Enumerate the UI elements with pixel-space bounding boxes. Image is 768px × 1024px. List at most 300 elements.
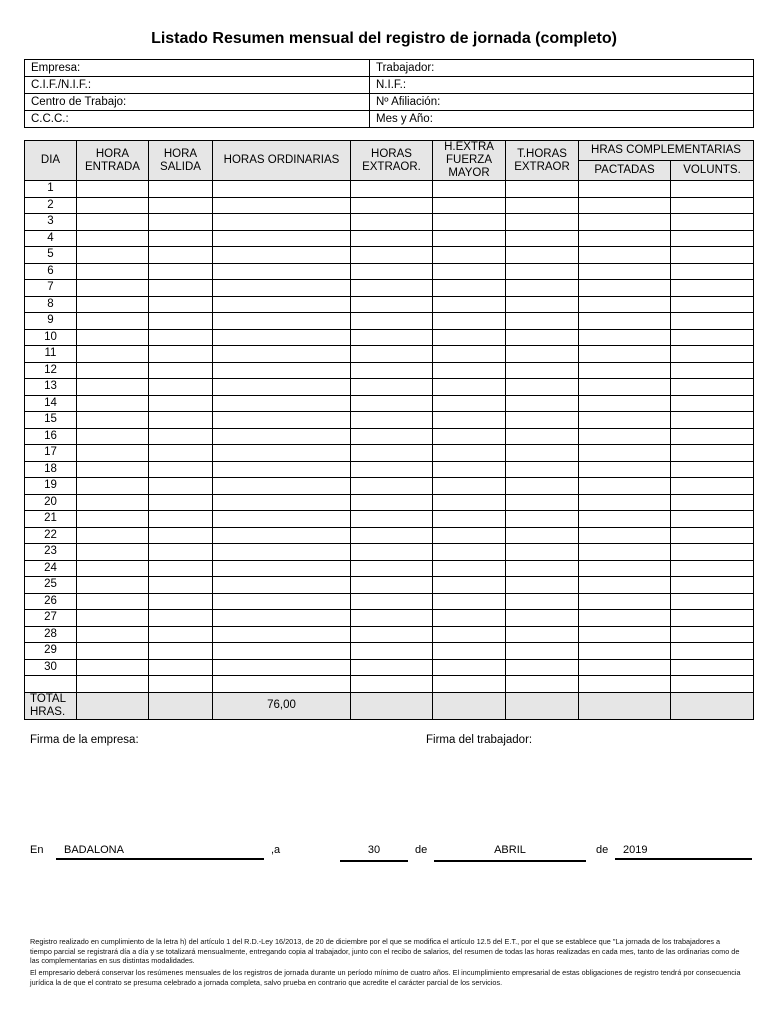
day-number: 15 (25, 412, 77, 429)
city-field: BADALONA (56, 844, 264, 860)
day-cell (433, 544, 506, 561)
day-cell (77, 197, 149, 214)
day-cell (579, 181, 671, 198)
info-label-left: C.I.F./N.I.F.: (25, 77, 370, 94)
day-cell (579, 329, 671, 346)
day-number: 10 (25, 329, 77, 346)
day-row (25, 593, 754, 610)
day-cell (351, 263, 433, 280)
day-cell (351, 395, 433, 412)
day-cell (213, 461, 351, 478)
day-cell (149, 478, 213, 495)
day-number: 5 (25, 247, 77, 264)
day-cell (351, 544, 433, 561)
year-field: 2019 (615, 844, 752, 860)
header-hras-complementarias: HRAS COMPLEMENTARIAS (579, 141, 754, 161)
day-cell (579, 263, 671, 280)
day-cell (77, 412, 149, 429)
day-cell (149, 659, 213, 676)
day-cell (579, 610, 671, 627)
legal-note-1: Registro realizado en cumplimiento de la letra h) del artículo 1 del R.D.-Ley 16/2013, de 20 de diciembre por el que se modifica el artículo 12.5 del E.T., por el que se establece que "La jornada de los trabajadores a tiempo parcial se registrará día a día y se totalizará mensualmente, entregando copia al trabajador, junto con el recibo de salarios, del resumen de todas las horas realizadas en cada mes, tanto de las ordinarias como de las complementarias en sus distintas modalidades. (30, 937, 740, 966)
day-cell (433, 181, 506, 198)
day-cell (77, 461, 149, 478)
header-h-extra-fuerza-mayor: H.EXTRA FUERZA MAYOR (433, 141, 506, 181)
de-label-1: de (415, 844, 428, 856)
day-cell (149, 395, 213, 412)
day-cell (149, 412, 213, 429)
day-row (25, 362, 754, 379)
day-number: 26 (25, 593, 77, 610)
day-number: 14 (25, 395, 77, 412)
info-label-left: C.C.C.: (25, 111, 370, 128)
day-cell (433, 659, 506, 676)
day-cell (77, 362, 149, 379)
day-cell (351, 230, 433, 247)
day-cell (213, 610, 351, 627)
day-cell (506, 379, 579, 396)
day-cell (671, 544, 754, 561)
day-cell (506, 181, 579, 198)
day-cell (433, 197, 506, 214)
timesheet-table (24, 140, 754, 720)
day-cell (213, 395, 351, 412)
day-cell (671, 560, 754, 577)
day-row (25, 511, 754, 528)
day-cell (433, 412, 506, 429)
day-cell (506, 329, 579, 346)
day-cell (351, 461, 433, 478)
info-row (25, 94, 754, 111)
day-cell (579, 659, 671, 676)
day-number: 23 (25, 544, 77, 561)
day-cell (149, 626, 213, 643)
day-cell (433, 296, 506, 313)
day-cell (671, 412, 754, 429)
day-cell (579, 280, 671, 297)
day-cell (671, 511, 754, 528)
info-row (25, 111, 754, 128)
day-cell (506, 296, 579, 313)
month-field: ABRIL (434, 844, 586, 862)
day-cell (351, 181, 433, 198)
day-cell (213, 544, 351, 561)
day-row (25, 280, 754, 297)
day-cell (149, 428, 213, 445)
day-cell (506, 346, 579, 363)
day-row (25, 346, 754, 363)
day-cell (506, 263, 579, 280)
day-number: 2 (25, 197, 77, 214)
day-cell (351, 214, 433, 231)
day-cell (433, 643, 506, 660)
day-cell (77, 263, 149, 280)
day-cell (149, 461, 213, 478)
day-cell (433, 362, 506, 379)
day-cell (77, 346, 149, 363)
total-horas-ordinarias: 76,00 (213, 692, 351, 719)
day-cell (506, 230, 579, 247)
day-cell (671, 362, 754, 379)
day-cell (149, 197, 213, 214)
day-cell (213, 313, 351, 330)
day-cell (671, 346, 754, 363)
day-cell (351, 494, 433, 511)
day-cell (506, 428, 579, 445)
header-horas-ordinarias: HORAS ORDINARIAS (213, 141, 351, 181)
day-cell (579, 511, 671, 528)
day-cell (579, 560, 671, 577)
day-cell (351, 626, 433, 643)
day-cell (506, 593, 579, 610)
day-cell (579, 626, 671, 643)
day-number: 30 (25, 659, 77, 676)
day-cell (671, 329, 754, 346)
day-cell (671, 461, 754, 478)
day-cell (579, 362, 671, 379)
day-cell (506, 445, 579, 462)
day-cell (579, 643, 671, 660)
day-cell (579, 676, 671, 693)
day-cell (77, 313, 149, 330)
day-cell (351, 379, 433, 396)
day-cell (213, 643, 351, 660)
day-cell (213, 593, 351, 610)
day-cell (433, 527, 506, 544)
info-row (25, 60, 754, 77)
day-cell (149, 313, 213, 330)
day-number: 25 (25, 577, 77, 594)
day-number: 22 (25, 527, 77, 544)
day-cell (77, 445, 149, 462)
day-row (25, 659, 754, 676)
day-cell (579, 346, 671, 363)
day-cell (506, 511, 579, 528)
day-cell (77, 527, 149, 544)
day-cell (506, 313, 579, 330)
day-cell (77, 329, 149, 346)
day-cell (213, 280, 351, 297)
day-cell (506, 527, 579, 544)
day-cell (213, 247, 351, 264)
day-cell (433, 280, 506, 297)
day-cell (149, 560, 213, 577)
day-cell (213, 214, 351, 231)
day-cell (213, 362, 351, 379)
day-cell (506, 395, 579, 412)
day-cell (149, 577, 213, 594)
info-label-right: Nº Afiliación: (370, 94, 754, 111)
day-cell (149, 329, 213, 346)
day-cell (77, 560, 149, 577)
day-number: 18 (25, 461, 77, 478)
day-cell (149, 610, 213, 627)
day-cell (671, 610, 754, 627)
page-title: Listado Resumen mensual del registro de jornada (completo) (151, 30, 617, 47)
day-cell (671, 527, 754, 544)
day-cell (671, 593, 754, 610)
day-cell (671, 214, 754, 231)
day-cell (351, 560, 433, 577)
info-label-left: Empresa: (25, 60, 370, 77)
day-cell (213, 511, 351, 528)
day-cell (213, 560, 351, 577)
day-cell (213, 230, 351, 247)
day-cell (77, 395, 149, 412)
total-row (25, 692, 754, 719)
day-cell (433, 214, 506, 231)
day-field: 30 (340, 844, 408, 862)
day-cell (506, 610, 579, 627)
info-label-left: Centro de Trabajo: (25, 94, 370, 111)
day-cell (433, 346, 506, 363)
day-cell (213, 445, 351, 462)
firma-empresa-label: Firma de la empresa: (30, 734, 139, 746)
day-cell (433, 428, 506, 445)
day-cell (351, 428, 433, 445)
day-cell (351, 659, 433, 676)
day-cell (433, 577, 506, 594)
day-row (25, 445, 754, 462)
day-cell (77, 610, 149, 627)
day-cell (149, 544, 213, 561)
day-cell (579, 296, 671, 313)
day-cell (579, 197, 671, 214)
day-row (25, 527, 754, 544)
day-cell (351, 362, 433, 379)
day-row (25, 577, 754, 594)
day-row (25, 610, 754, 627)
day-cell (579, 412, 671, 429)
total-label: TOTAL HRAS. (25, 692, 77, 719)
day-row (25, 296, 754, 313)
day-number: 21 (25, 511, 77, 528)
day-cell (506, 247, 579, 264)
day-cell (351, 478, 433, 495)
total-cell (149, 692, 213, 719)
day-row (25, 247, 754, 264)
day-cell (213, 676, 351, 693)
day-cell (77, 214, 149, 231)
day-number: 20 (25, 494, 77, 511)
day-cell (77, 379, 149, 396)
day-cell (351, 643, 433, 660)
day-cell (579, 544, 671, 561)
total-cell (671, 692, 754, 719)
day-cell (149, 214, 213, 231)
day-cell (579, 214, 671, 231)
day-cell (77, 494, 149, 511)
day-number: 27 (25, 610, 77, 627)
day-cell (351, 577, 433, 594)
day-cell (579, 428, 671, 445)
day-cell (506, 362, 579, 379)
day-cell (213, 197, 351, 214)
day-cell (351, 313, 433, 330)
day-row (25, 214, 754, 231)
a-label: ,a (271, 844, 281, 856)
total-cell (351, 692, 433, 719)
day-cell (671, 577, 754, 594)
day-cell (77, 593, 149, 610)
day-cell (671, 379, 754, 396)
day-row (25, 560, 754, 577)
info-label-right: N.I.F.: (370, 77, 754, 94)
day-cell (579, 527, 671, 544)
day-cell (433, 676, 506, 693)
total-cell (433, 692, 506, 719)
day-cell (213, 428, 351, 445)
day-cell (579, 445, 671, 462)
day-cell (506, 280, 579, 297)
day-cell (433, 494, 506, 511)
day-cell (433, 445, 506, 462)
header-volunts: VOLUNTS. (671, 161, 754, 181)
day-cell (213, 412, 351, 429)
day-cell (351, 280, 433, 297)
day-cell (433, 593, 506, 610)
day-cell (506, 676, 579, 693)
day-cell (149, 362, 213, 379)
day-cell (149, 379, 213, 396)
day-cell (433, 461, 506, 478)
day-cell (351, 676, 433, 693)
info-label-right: Mes y Año: (370, 111, 754, 128)
day-cell (149, 346, 213, 363)
day-number: 3 (25, 214, 77, 231)
day-row (25, 478, 754, 495)
day-row (25, 544, 754, 561)
day-cell (433, 230, 506, 247)
day-row (25, 676, 754, 693)
day-cell (506, 478, 579, 495)
day-cell (506, 626, 579, 643)
day-cell (213, 296, 351, 313)
day-cell (506, 197, 579, 214)
day-cell (433, 247, 506, 264)
day-number: 1 (25, 181, 77, 198)
day-cell (433, 626, 506, 643)
en-label: En (30, 844, 44, 856)
day-cell (671, 181, 754, 198)
day-cell (506, 659, 579, 676)
day-cell (433, 478, 506, 495)
day-number: 19 (25, 478, 77, 495)
day-cell (351, 445, 433, 462)
day-cell (579, 478, 671, 495)
day-row (25, 428, 754, 445)
day-cell (149, 263, 213, 280)
day-cell (671, 494, 754, 511)
day-row (25, 313, 754, 330)
day-cell (671, 313, 754, 330)
day-cell (506, 643, 579, 660)
day-row (25, 626, 754, 643)
day-cell (671, 280, 754, 297)
day-cell (213, 379, 351, 396)
day-cell (579, 379, 671, 396)
day-cell (506, 544, 579, 561)
day-cell (77, 511, 149, 528)
day-cell (433, 610, 506, 627)
day-cell (671, 296, 754, 313)
total-cell (579, 692, 671, 719)
day-cell (149, 527, 213, 544)
day-cell (579, 593, 671, 610)
day-cell (433, 511, 506, 528)
total-cell (77, 692, 149, 719)
day-number: 6 (25, 263, 77, 280)
day-cell (351, 329, 433, 346)
day-cell (351, 511, 433, 528)
day-number: 28 (25, 626, 77, 643)
day-row (25, 379, 754, 396)
day-cell (579, 313, 671, 330)
day-cell (213, 263, 351, 280)
day-cell (149, 494, 213, 511)
firma-trabajador-label: Firma del trabajador: (426, 734, 533, 746)
day-cell (671, 395, 754, 412)
day-cell (149, 593, 213, 610)
day-cell (671, 643, 754, 660)
day-cell (149, 511, 213, 528)
day-cell (77, 577, 149, 594)
day-cell (671, 676, 754, 693)
header-pactadas: PACTADAS (579, 161, 671, 181)
day-row (25, 230, 754, 247)
day-cell (433, 263, 506, 280)
info-label-right: Trabajador: (370, 60, 754, 77)
day-row (25, 643, 754, 660)
day-cell (77, 544, 149, 561)
day-cell (77, 676, 149, 693)
day-cell (149, 445, 213, 462)
day-cell (149, 230, 213, 247)
day-cell (351, 247, 433, 264)
day-number: 24 (25, 560, 77, 577)
day-cell (149, 643, 213, 660)
day-cell (579, 247, 671, 264)
day-cell (671, 428, 754, 445)
day-cell (579, 230, 671, 247)
header-horas-extraor: HORAS EXTRAOR. (351, 141, 433, 181)
header-info-table (24, 59, 754, 128)
day-cell (213, 478, 351, 495)
day-cell (506, 412, 579, 429)
day-cell (149, 181, 213, 198)
day-cell (579, 461, 671, 478)
day-cell (671, 626, 754, 643)
day-number: 17 (25, 445, 77, 462)
day-cell (149, 296, 213, 313)
day-cell (77, 659, 149, 676)
header-t-horas-extraor: T.HORAS EXTRAOR (506, 141, 579, 181)
day-cell (506, 577, 579, 594)
day-number: 13 (25, 379, 77, 396)
day-number (25, 676, 77, 693)
day-cell (149, 280, 213, 297)
day-cell (149, 676, 213, 693)
day-cell (671, 197, 754, 214)
day-row (25, 197, 754, 214)
day-cell (671, 263, 754, 280)
day-row (25, 263, 754, 280)
day-cell (213, 329, 351, 346)
day-cell (671, 478, 754, 495)
day-row (25, 494, 754, 511)
day-cell (671, 230, 754, 247)
total-cell (506, 692, 579, 719)
day-number: 7 (25, 280, 77, 297)
